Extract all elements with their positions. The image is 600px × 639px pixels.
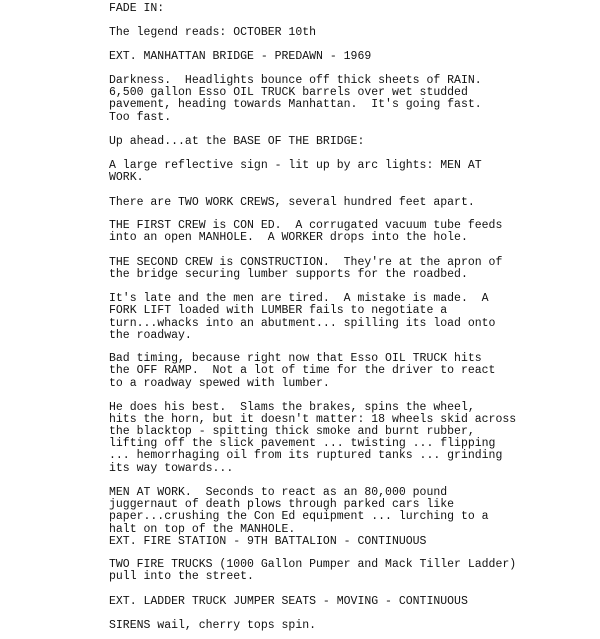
action-paragraph: THE SECOND CREW is CONSTRUCTION. They're at the apron of the bridge securing lumber supports for the roadbed. xyxy=(109,255,503,281)
action-paragraph: TWO FIRE TRUCKS (1000 Gallon Pumper and Mack Tiller Ladder) pull into the street. xyxy=(109,558,517,584)
action-paragraph: The legend reads: OCTOBER 10th xyxy=(109,26,317,40)
scene-heading: EXT. MANHATTAN BRIDGE - PREDAWN - 1969 xyxy=(109,49,372,63)
action-paragraph: He does his best. Slams the brakes, spins the wheel, hits the horn, but it doesn't matter: 18 wheels skid across the blacktop - spitting thick smoke and burnt rubber, lifting off the slick pavement ... twisting ... flipping ... hemorrhaging oil from its ruptured tanks ... grinding its way towards... xyxy=(109,400,517,475)
action-paragraph: There are TWO WORK CREWS, several hundred feet apart. xyxy=(109,195,475,209)
action-paragraph: MEN AT WORK. Seconds to react as an 80,000 pound juggernaut of death plows through parked cars like paper...crushing the Con Ed equipment ... lurching to a halt on top of the MANHOLE. xyxy=(109,486,489,536)
scene-heading: EXT. LADDER TRUCK JUMPER SEATS - MOVING - CONTINUOUS xyxy=(109,594,468,608)
scene-heading: EXT. FIRE STATION - 9TH BATTALION - CONTINUOUS xyxy=(109,534,427,548)
action-paragraph: Darkness. Headlights bounce off thick sheets of RAIN. 6,500 gallon Esso OIL TRUCK barrels over wet studded pavement, heading towards Manhattan. It's going fast. Too fast. xyxy=(109,74,482,124)
action-paragraph: Bad timing, because right now that Esso OIL TRUCK hits the OFF RAMP. Not a lot of time for the driver to react to a roadway spewed with lumber. xyxy=(109,352,496,390)
action-paragraph: A large reflective sign - lit up by arc lights: MEN AT WORK. xyxy=(109,159,482,185)
action-paragraph: It's late and the men are tired. A mistake is made. A FORK LIFT loaded with LUMBER fails to negotiate a turn...whacks into an abutment... spilling its load onto the roadway. xyxy=(109,292,496,342)
action-paragraph: THE FIRST CREW is CON ED. A corrugated vacuum tube feeds into an open MANHOLE. A WORKER drops into the hole. xyxy=(109,219,503,245)
action-paragraph: SIRENS wail, cherry tops spin. xyxy=(109,619,317,632)
transition-fade-in: FADE IN: xyxy=(109,2,165,15)
action-paragraph: Up ahead...at the BASE OF THE BRIDGE: xyxy=(109,134,365,148)
